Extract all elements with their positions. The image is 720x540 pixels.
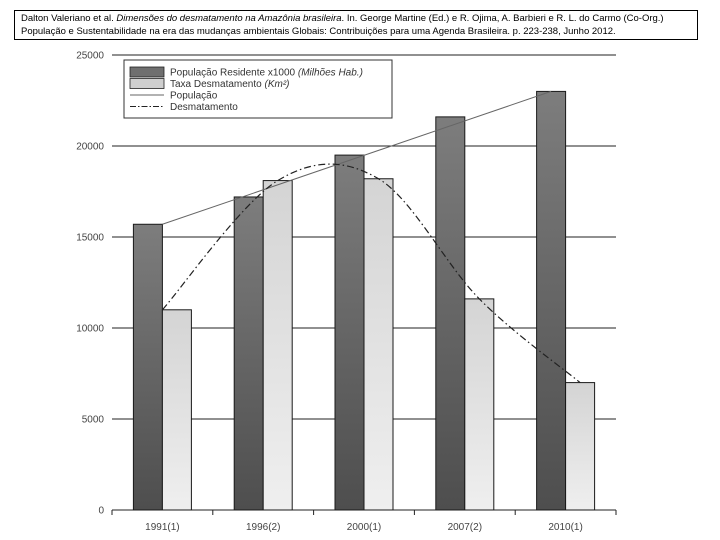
legend-label-text: População Residente x1000	[170, 67, 298, 79]
x-tick-label: 1991(1)	[145, 522, 180, 533]
y-tick-label: 25000	[76, 50, 104, 62]
population-bar-2	[335, 155, 364, 510]
y-tick-label: 0	[98, 505, 104, 517]
citation-source: . In. George Martine (Ed.) e R. Ojima, A. Barbieri e R. L. do Carmo (Co-Org.)	[341, 13, 664, 24]
legend-swatch-1	[130, 79, 164, 89]
plot-area	[76, 51, 616, 534]
legend-label-text: Desmatamento	[170, 102, 238, 113]
legend-label-text: Taxa Desmatamento	[170, 79, 265, 90]
y-tick-label: 10000	[76, 323, 104, 335]
legend	[124, 60, 392, 118]
legend-label-text: População	[170, 90, 218, 102]
citation-line-2: População e Sustentabilidade na era das mudanças ambientais Globais: Contribuições para uma Agenda Brasileira. p. 223-238, Junho 2012.	[21, 25, 616, 37]
x-tick-label: 2010(1)	[548, 522, 583, 533]
deforestation-bar-3	[465, 299, 494, 510]
y-tick-label: 15000	[76, 232, 104, 244]
x-tick-label: 2000(1)	[346, 522, 382, 533]
legend-swatch-0	[130, 67, 164, 77]
legend-label-unit: (Milhões Hab.)	[297, 67, 363, 79]
deforestation-bar-4	[566, 383, 595, 510]
y-tick-label: 20000	[76, 141, 104, 153]
legend-label-3	[170, 102, 238, 113]
x-tick-label: 2007(2)	[447, 522, 483, 533]
citation-title: Dimensões do desmatamento na Amazônia brasileira	[116, 13, 342, 24]
legend-label-2	[170, 91, 218, 102]
population-bar-1	[234, 197, 263, 510]
population-bar-4	[537, 91, 566, 510]
legend-label-0	[170, 68, 363, 79]
citation-authors: Dalton Valeriano et al.	[21, 13, 117, 24]
deforestation-bar-0	[162, 310, 191, 510]
x-tick-label: 1996(2)	[245, 522, 281, 533]
deforestation-bar-2	[364, 179, 393, 510]
y-tick-label: 5000	[81, 414, 104, 426]
legend-label-1	[170, 79, 290, 90]
legend-label-unit: (Km²)	[264, 79, 290, 90]
population-bar-3	[436, 117, 465, 510]
deforestation-bar-1	[263, 181, 292, 510]
population-bar-0	[133, 224, 162, 510]
